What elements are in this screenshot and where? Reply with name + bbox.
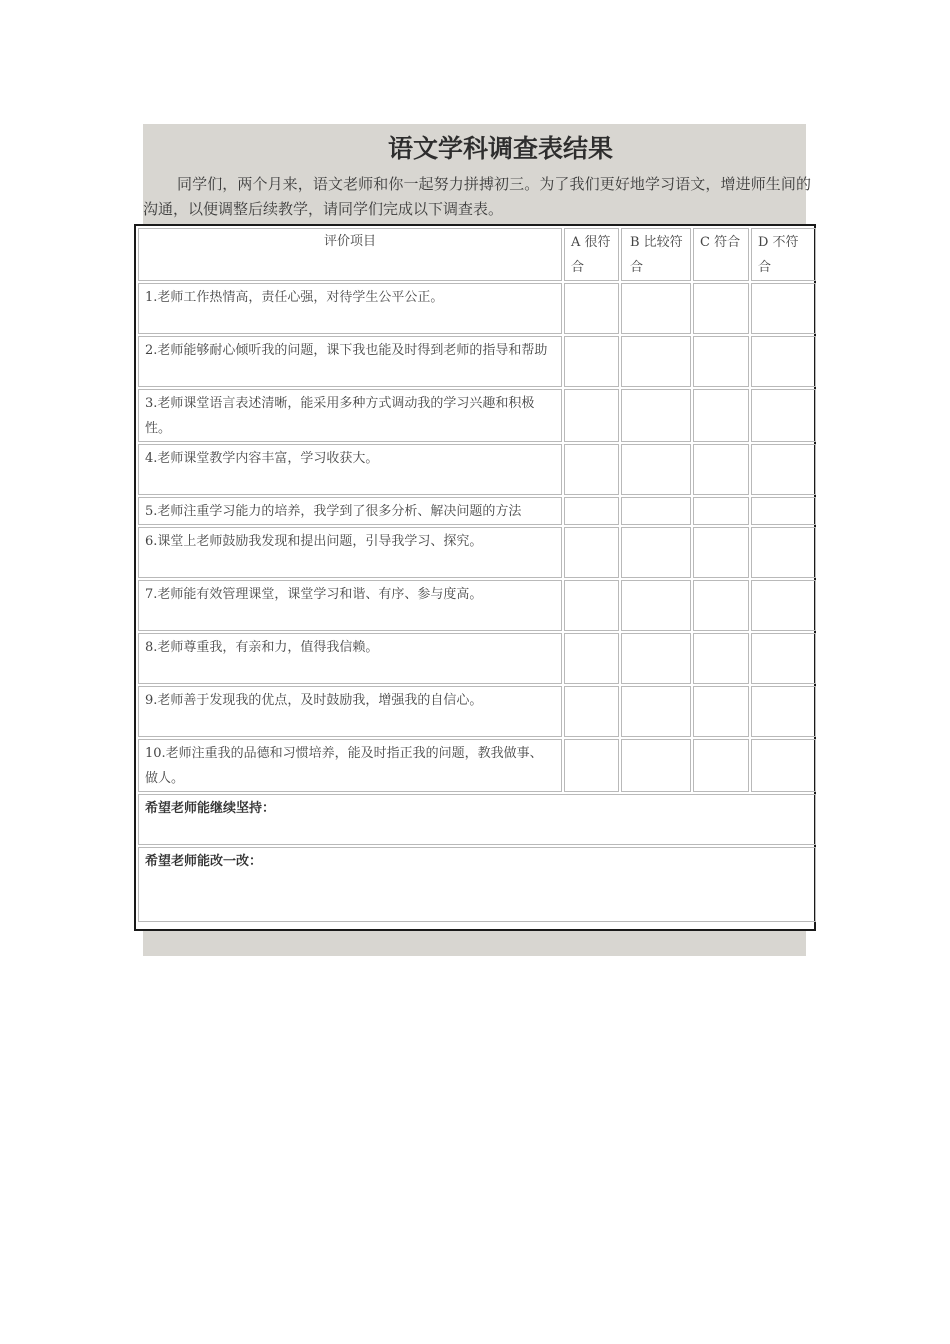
option-b-cell[interactable] bbox=[621, 389, 691, 442]
option-a-cell[interactable] bbox=[564, 633, 619, 684]
option-c-cell[interactable] bbox=[693, 283, 749, 334]
survey-table-frame bbox=[134, 224, 816, 931]
option-a-cell[interactable] bbox=[564, 739, 619, 792]
header-item: 评价项目 bbox=[138, 228, 562, 281]
keep-doing-row bbox=[138, 794, 816, 845]
option-b-cell[interactable] bbox=[621, 580, 691, 631]
item-text: 4.老师课堂教学内容丰富，学习收获大。 bbox=[138, 444, 562, 495]
option-b-cell[interactable] bbox=[621, 336, 691, 387]
header-option-a: A 很符合 bbox=[564, 228, 619, 281]
option-b-cell[interactable] bbox=[621, 739, 691, 792]
option-d-cell[interactable] bbox=[751, 527, 816, 578]
table-row bbox=[138, 444, 816, 495]
table-row bbox=[138, 497, 816, 525]
option-c-cell[interactable] bbox=[693, 336, 749, 387]
table-row bbox=[138, 527, 816, 578]
option-d-cell[interactable] bbox=[751, 739, 816, 792]
option-d-cell[interactable] bbox=[751, 497, 816, 525]
option-c-cell[interactable] bbox=[693, 686, 749, 737]
option-d-cell[interactable] bbox=[751, 283, 816, 334]
item-text: 3.老师课堂语言表述清晰，能采用多种方式调动我的学习兴趣和积极性。 bbox=[138, 389, 562, 442]
option-a-cell[interactable] bbox=[564, 527, 619, 578]
table-row bbox=[138, 739, 816, 792]
item-text: 9.老师善于发现我的优点，及时鼓励我，增强我的自信心。 bbox=[138, 686, 562, 737]
table-row bbox=[138, 686, 816, 737]
option-c-cell[interactable] bbox=[693, 633, 749, 684]
item-text: 8.老师尊重我，有亲和力，值得我信赖。 bbox=[138, 633, 562, 684]
option-b-cell[interactable] bbox=[621, 283, 691, 334]
option-b-cell[interactable] bbox=[621, 444, 691, 495]
option-a-cell[interactable] bbox=[564, 497, 619, 525]
header-option-b: B 比较符合 bbox=[621, 228, 691, 281]
intro-paragraph: 同学们，两个月来，语文老师和你一起努力拼搏初三。为了我们更好地学习语文，增进师生间的沟通，以便调整后续教学，请同学们完成以下调查表。 bbox=[143, 175, 811, 218]
table-header-row bbox=[138, 228, 816, 281]
option-a-cell[interactable] bbox=[564, 336, 619, 387]
option-d-cell[interactable] bbox=[751, 580, 816, 631]
table-row bbox=[138, 283, 816, 334]
header-option-c: C 符合 bbox=[693, 228, 749, 281]
option-d-cell[interactable] bbox=[751, 686, 816, 737]
option-d-cell[interactable] bbox=[751, 444, 816, 495]
option-a-cell[interactable] bbox=[564, 580, 619, 631]
table-row bbox=[138, 633, 816, 684]
item-text: 7.老师能有效管理课堂，课堂学习和谐、有序、参与度高。 bbox=[138, 580, 562, 631]
improve-field[interactable]: 希望老师能改一改： bbox=[138, 847, 816, 922]
page-title: 语文学科调查表结果 bbox=[387, 134, 613, 163]
improve-row bbox=[138, 847, 816, 922]
item-text: 2.老师能够耐心倾听我的问题，课下我也能及时得到老师的指导和帮助 bbox=[138, 336, 562, 387]
option-c-cell[interactable] bbox=[693, 527, 749, 578]
option-d-cell[interactable] bbox=[751, 336, 816, 387]
option-a-cell[interactable] bbox=[564, 686, 619, 737]
header-option-d: D 不符合 bbox=[751, 228, 816, 281]
option-b-cell[interactable] bbox=[621, 633, 691, 684]
option-a-cell[interactable] bbox=[564, 389, 619, 442]
option-a-cell[interactable] bbox=[564, 283, 619, 334]
table-row bbox=[138, 336, 816, 387]
option-c-cell[interactable] bbox=[693, 580, 749, 631]
item-text: 1.老师工作热情高，责任心强，对待学生公平公正。 bbox=[138, 283, 562, 334]
option-c-cell[interactable] bbox=[693, 389, 749, 442]
table-row bbox=[138, 580, 816, 631]
option-b-cell[interactable] bbox=[621, 686, 691, 737]
table-row bbox=[138, 389, 816, 442]
item-text: 10.老师注重我的品德和习惯培养，能及时指正我的问题，教我做事、做人。 bbox=[138, 739, 562, 792]
item-text: 5.老师注重学习能力的培养，我学到了很多分析、解决问题的方法 bbox=[138, 497, 562, 525]
option-c-cell[interactable] bbox=[693, 444, 749, 495]
option-a-cell[interactable] bbox=[564, 444, 619, 495]
option-c-cell[interactable] bbox=[693, 497, 749, 525]
keep-doing-field[interactable]: 希望老师能继续坚持： bbox=[138, 794, 816, 845]
option-c-cell[interactable] bbox=[693, 739, 749, 792]
option-b-cell[interactable] bbox=[621, 497, 691, 525]
option-d-cell[interactable] bbox=[751, 389, 816, 442]
option-d-cell[interactable] bbox=[751, 633, 816, 684]
survey-table bbox=[136, 226, 818, 924]
option-b-cell[interactable] bbox=[621, 527, 691, 578]
item-text: 6.课堂上老师鼓励我发现和提出问题，引导我学习、探究。 bbox=[138, 527, 562, 578]
